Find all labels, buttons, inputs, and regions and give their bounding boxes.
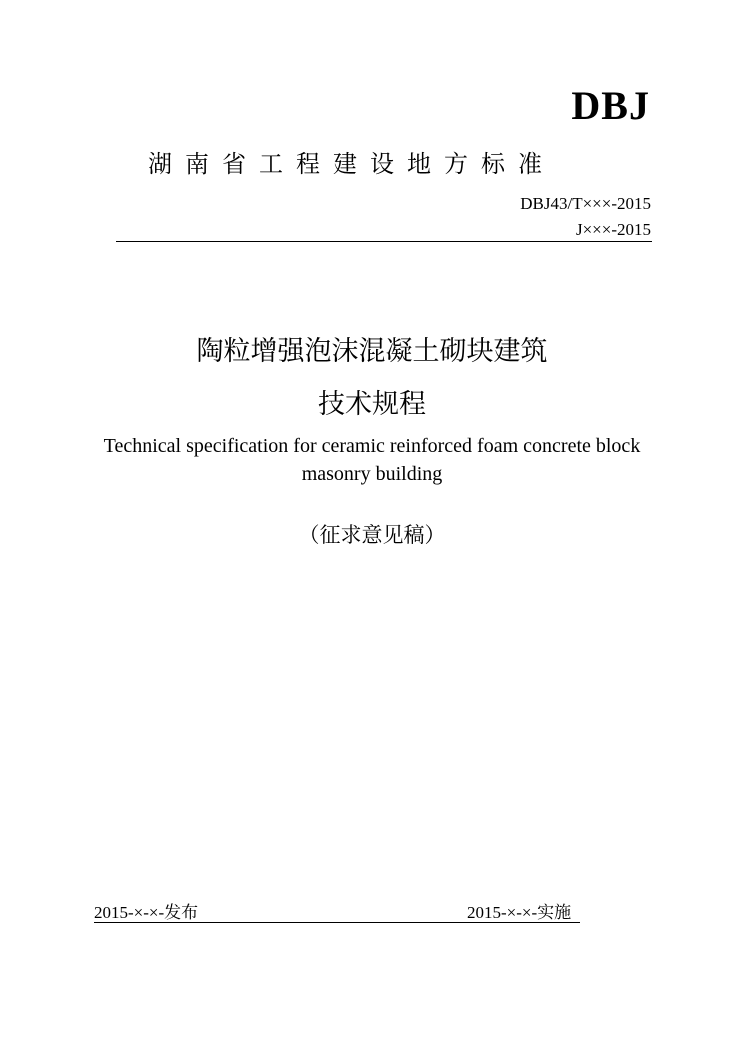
- standard-category: 湖南省工程建设地方标准: [148, 150, 555, 178]
- standard-number: DBJ43/T×××-2015: [520, 194, 651, 213]
- document-title-cn-line2: 技术规程: [318, 389, 426, 420]
- footer-divider: [94, 922, 580, 923]
- document-title-en: Technical specification for ceramic reinforced foam concrete block masonry building: [103, 435, 641, 485]
- document-title-cn-line1: 陶粒增强泡沫混凝土砌块建筑: [196, 336, 548, 367]
- draft-status-label: （征求意见稿）: [298, 523, 446, 547]
- standard-logo: DBJ: [571, 83, 650, 128]
- header-divider: [116, 241, 652, 242]
- implementation-date: 2015-×-×-实施: [467, 903, 572, 922]
- issue-date: 2015-×-×-发布: [94, 903, 199, 922]
- record-number: J×××-2015: [575, 220, 651, 239]
